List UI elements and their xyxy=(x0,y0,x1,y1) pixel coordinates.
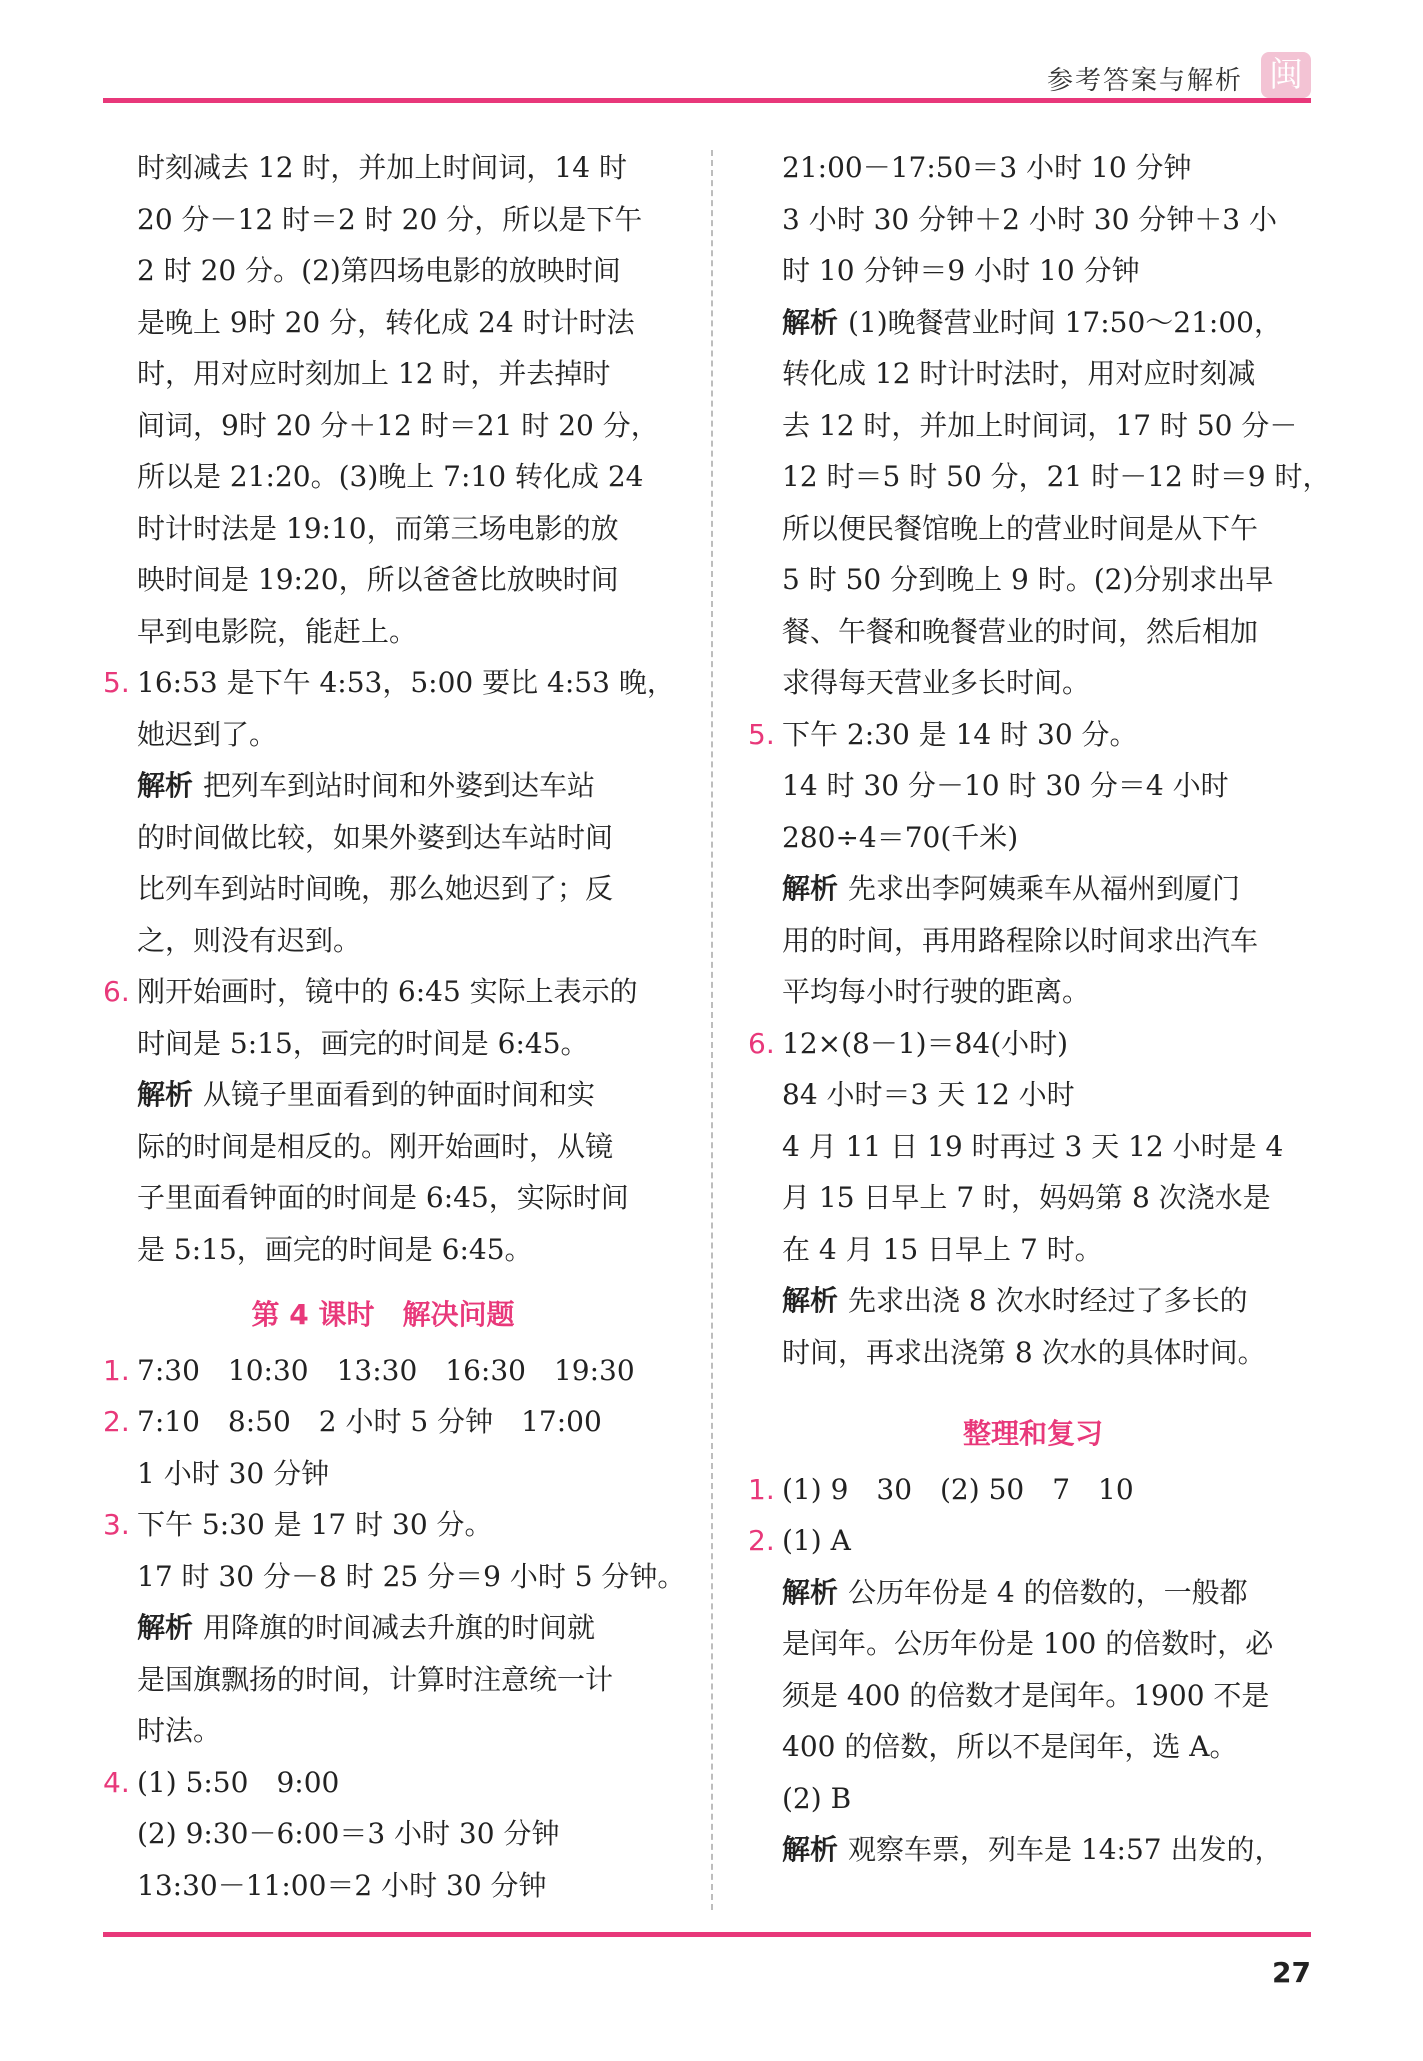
explanation-label: 解析 xyxy=(782,305,839,339)
explanation-line xyxy=(748,1567,1318,1619)
explanation-label: 解析 xyxy=(137,1078,194,1111)
explanation-text: 5 时 50 分到晚上 9 时。(2)分别求出早 xyxy=(782,563,1274,596)
explanation-text: 所以便民餐馆晚上的营业时间是从下午 xyxy=(782,511,1259,545)
explanation-line xyxy=(103,1602,663,1654)
answer-text: 7:10 8:50 2 小时 5 分钟 17:00 xyxy=(137,1405,602,1438)
item-number: 5. xyxy=(748,717,775,751)
answer-item xyxy=(748,1515,1318,1567)
answer-text: (1) 5:50 9:00 xyxy=(137,1765,340,1799)
answer-text: 12×(8－1)＝84(小时) xyxy=(782,1026,1069,1060)
text-line: 映时间是 19:20，所以爸爸比放映时间 xyxy=(137,563,619,596)
explanation-line xyxy=(748,297,1318,349)
explanation-text: 公历年份是 4 的倍数的，一般都 xyxy=(848,1575,1248,1609)
column-divider xyxy=(711,150,713,1910)
explanation-line xyxy=(103,1069,663,1121)
answer-text: 16:53 是下午 4:53，5:00 要比 4:53 晚， xyxy=(137,666,675,699)
text-line: 早到电影院，能赶上。 xyxy=(137,614,418,648)
explanation-text: 去 12 时，并加上时间词，17 时 50 分－ xyxy=(782,408,1298,442)
explanation-text: 是闰年。公历年份是 100 的倍数时，必 xyxy=(782,1627,1274,1660)
explanation-text: 用的时间，再用路程除以时间求出汽车 xyxy=(782,923,1259,957)
left-column xyxy=(103,142,686,1911)
explanation-label: 解析 xyxy=(782,1575,839,1609)
explanation-line xyxy=(748,1275,1318,1327)
page-header xyxy=(103,52,1311,102)
explanation-label: 解析 xyxy=(782,1833,839,1866)
explanation-text: 400 的倍数，所以不是闰年，选 A。 xyxy=(782,1730,1238,1763)
explanation-text: 观察车票，列车是 14:57 出发的， xyxy=(848,1833,1283,1866)
explanation-text: 转化成 12 时计时法时，用对应时刻减 xyxy=(782,357,1256,390)
page-number: 27 xyxy=(1272,1956,1311,1989)
explanation-text: 平均每小时行驶的距离。 xyxy=(782,975,1091,1008)
answer-item xyxy=(103,657,675,709)
answer-text: 280÷4＝70(千米) xyxy=(782,820,1019,854)
text-line: 时计时法是 19:10，而第三场电影的放 xyxy=(137,511,619,545)
answer-text: 她迟到了。 xyxy=(137,717,278,751)
answer-item xyxy=(103,966,663,1018)
answer-text: 17 时 30 分－8 时 25 分＝9 小时 5 分钟。 xyxy=(137,1559,686,1593)
explanation-label: 解析 xyxy=(137,1611,194,1644)
item-number: 1. xyxy=(103,1353,130,1387)
explanation-text: 把列车到站时间和外婆到达车站 xyxy=(203,769,596,802)
explanation-text: 的时间做比较，如果外婆到达车站时间 xyxy=(137,820,614,854)
explanation-text: 先求出浇 8 次水时经过了多长的 xyxy=(848,1284,1248,1317)
text-line: 间词，9时 20 分＋12 时＝21 时 20 分， xyxy=(137,408,659,442)
answer-item xyxy=(103,1757,663,1809)
text-line: 时，用对应时刻加上 12 时，并去掉时 xyxy=(137,357,611,390)
text-line: 时刻减去 12 时，并加上时间词，14 时 xyxy=(137,151,627,184)
answer-text: 21:00－17:50＝3 小时 10 分钟 xyxy=(782,151,1192,184)
explanation-text: 求得每天营业多长时间。 xyxy=(782,666,1091,699)
answer-item xyxy=(748,709,1318,761)
explanation-text: 时间，再求出浇第 8 次水的具体时间。 xyxy=(782,1335,1266,1369)
answer-text: 时间是 5:15，画完的时间是 6:45。 xyxy=(137,1026,589,1060)
explanation-text: 从镜子里面看到的钟面时间和实 xyxy=(203,1078,596,1111)
explanation-text: 餐、午餐和晚餐营业的时间，然后相加 xyxy=(782,614,1259,648)
header-rule xyxy=(103,98,1311,103)
footer-rule xyxy=(103,1932,1311,1937)
explanation-text: 用降旗的时间减去升旗的时间就 xyxy=(203,1611,596,1644)
explanation-text: (1)晚餐营业时间 17:50～21:00， xyxy=(848,305,1282,339)
explanation-text: 时法。 xyxy=(137,1714,222,1747)
explanation-label: 解析 xyxy=(137,769,194,802)
answer-text: 在 4 月 15 日早上 7 时。 xyxy=(782,1232,1103,1266)
answer-text: 月 15 日早上 7 时，妈妈第 8 次浇水是 xyxy=(782,1181,1271,1214)
header-title: 参考答案与解析 xyxy=(1046,66,1243,96)
answer-text: 刚开始画时，镜中的 6:45 实际上表示的 xyxy=(137,975,638,1008)
item-number: 2. xyxy=(748,1524,775,1557)
item-number: 2. xyxy=(103,1405,130,1438)
item-number: 4. xyxy=(103,1765,130,1799)
answer-text: (1) 9 30 (2) 50 7 10 xyxy=(782,1472,1134,1506)
explanation-label: 解析 xyxy=(782,1284,839,1317)
item-number: 3. xyxy=(103,1508,130,1541)
answer-text: 1 小时 30 分钟 xyxy=(137,1456,330,1490)
text-line: 所以是 21:20。(3)晚上 7:10 转化成 24 xyxy=(137,460,644,493)
explanation-line xyxy=(748,863,1318,915)
answer-text: (2) B xyxy=(782,1781,852,1815)
answer-item xyxy=(103,1396,663,1448)
text-line: 20 分－12 时＝2 时 20 分，所以是下午 xyxy=(137,202,643,236)
item-number: 6. xyxy=(748,1026,775,1060)
explanation-text: 子里面看钟面的时间是 6:45，实际时间 xyxy=(137,1181,629,1214)
answer-text: 下午 5:30 是 17 时 30 分。 xyxy=(137,1508,493,1541)
explanation-text: 之，则没有迟到。 xyxy=(137,923,362,957)
explanation-text: 先求出李阿姨乘车从福州到厦门 xyxy=(848,872,1241,905)
explanation-line xyxy=(748,1824,1318,1876)
text-line: 是晚上 9时 20 分，转化成 24 时计时法 xyxy=(137,305,635,339)
answer-text: 3 小时 30 分钟＋2 小时 30 分钟＋3 小 xyxy=(782,202,1278,236)
section-title: 整理和复习 xyxy=(962,1417,1103,1450)
item-number: 1. xyxy=(748,1472,775,1506)
answer-item xyxy=(748,1464,1318,1516)
explanation-text: 是国旗飘扬的时间，计算时注意统一计 xyxy=(137,1662,614,1696)
answer-text: 4 月 11 日 19 时再过 3 天 12 小时是 4 xyxy=(782,1129,1284,1163)
right-column xyxy=(748,142,1331,1876)
explanation-text: 须是 400 的倍数才是闰年。1900 不是 xyxy=(782,1678,1270,1712)
item-number: 5. xyxy=(103,666,130,699)
explanation-text: 是 5:15，画完的时间是 6:45。 xyxy=(137,1232,533,1266)
answer-text: (2) 9:30－6:00＝3 小时 30 分钟 xyxy=(137,1817,560,1850)
answer-text: 14 时 30 分－10 时 30 分＝4 小时 xyxy=(782,769,1229,802)
answer-text: 时 10 分钟＝9 小时 10 分钟 xyxy=(782,254,1140,287)
answer-text: 下午 2:30 是 14 时 30 分。 xyxy=(782,717,1138,751)
explanation-text: 比列车到站时间晚，那么她迟到了；反 xyxy=(137,872,614,905)
explanation-label: 解析 xyxy=(782,872,839,905)
section-title: 第 4 课时 解决问题 xyxy=(251,1298,515,1331)
explanation-text: 12 时＝5 时 50 分，21 时－12 时＝9 时， xyxy=(782,460,1331,493)
answer-text: 13:30－11:00＝2 小时 30 分钟 xyxy=(137,1868,547,1902)
item-number: 6. xyxy=(103,975,130,1008)
header-seal-logo: 闽 xyxy=(1261,52,1311,98)
answer-item xyxy=(748,1018,1318,1070)
answer-text: 7:30 10:30 13:30 16:30 19:30 xyxy=(137,1353,635,1387)
explanation-text: 际的时间是相反的。刚开始画时，从镜 xyxy=(137,1129,614,1163)
explanation-line xyxy=(103,760,663,812)
answer-item xyxy=(103,1499,663,1551)
answer-item xyxy=(103,1345,663,1397)
answer-text: (1) A xyxy=(782,1524,851,1557)
answer-text: 84 小时＝3 天 12 小时 xyxy=(782,1078,1075,1111)
text-line: 2 时 20 分。(2)第四场电影的放映时间 xyxy=(137,254,621,287)
